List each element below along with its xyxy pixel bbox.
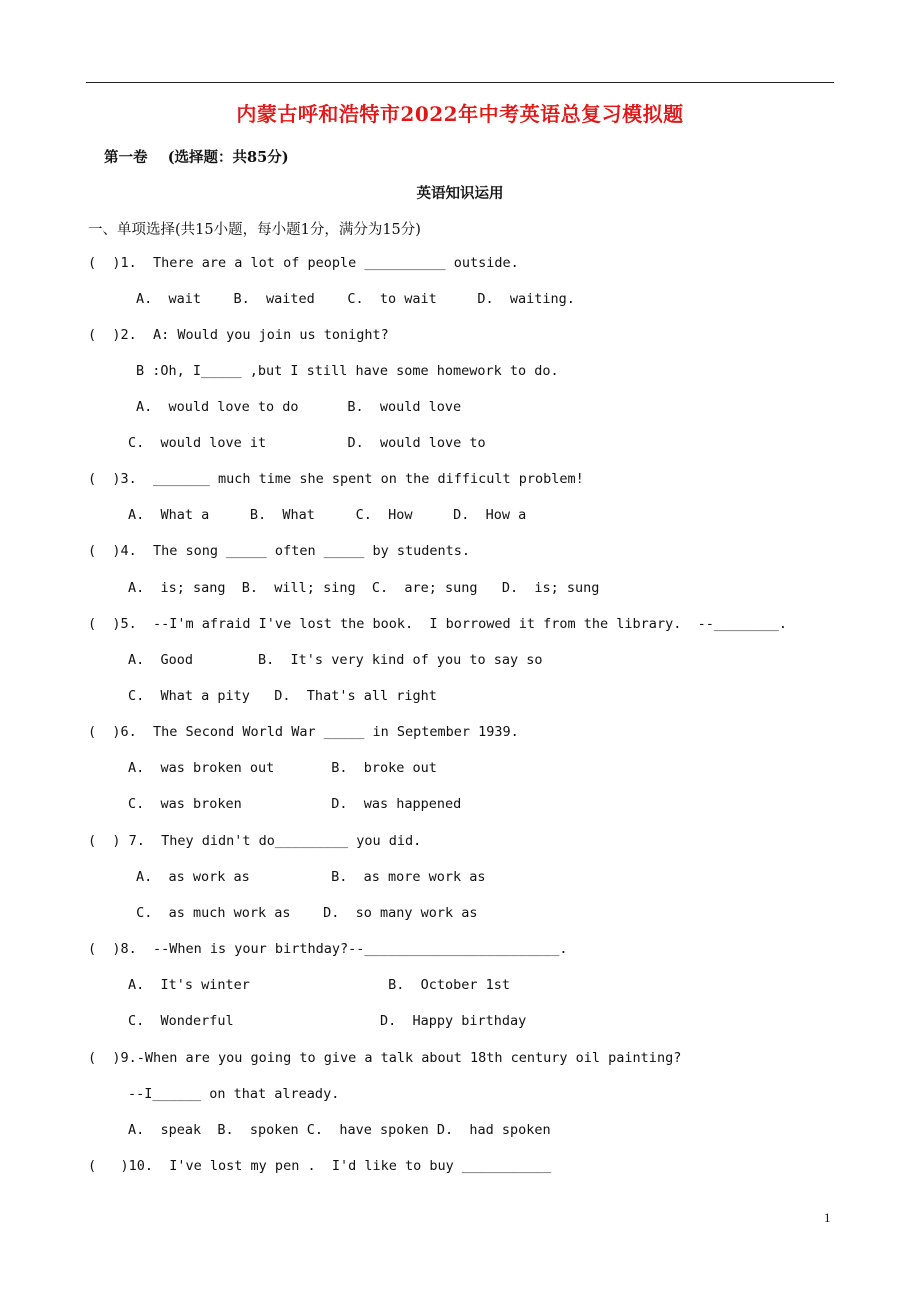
document-title: 内蒙古呼和浩特市2022年中考英语总复习模拟题 xyxy=(236,102,684,126)
question-4-stem: ( )4. The song _____ often _____ by students. xyxy=(88,543,471,559)
question-4-options: A. is; sang B. will; sing C. are; sung D. is; sung xyxy=(128,580,600,596)
question-3-stem: ( )3. _______ much time she spent on the difficult problem! xyxy=(88,471,584,487)
question-9-dialogue: --I______ on that already. xyxy=(128,1086,340,1102)
question-8-options-cd: C. Wonderful D. Happy birthday xyxy=(128,1013,527,1029)
question-1-options: A. wait B. waited C. to wait D. waiting. xyxy=(136,291,575,307)
question-10-stem: ( )10. I've lost my pen . I'd like to buy ___________ xyxy=(88,1158,552,1174)
question-5-options-cd: C. What a pity D. That's all right xyxy=(128,688,437,704)
question-2-dialogue: B :Oh, I_____ ,but I still have some homework to do. xyxy=(136,363,559,379)
question-9-options: A. speak B. spoken C. have spoken D. had spoken xyxy=(128,1122,551,1138)
instructions: 一、单项选择(共15小题，每小题1分，满分为15分) xyxy=(88,222,421,238)
question-5-stem: ( )5. --I'm afraid I've lost the book. I borrowed it from the library. --________. xyxy=(88,616,787,632)
question-5-options-ab: A. Good B. It's very kind of you to say so xyxy=(128,652,543,668)
section-heading: 第一卷 (选择题：共85分) xyxy=(104,149,289,166)
question-2-options-cd: C. would love it D. would love to xyxy=(128,435,486,451)
question-6-stem: ( )6. The Second World War _____ in September 1939. xyxy=(88,724,519,740)
question-1-stem: ( )1. There are a lot of people __________ outside. xyxy=(88,255,519,271)
question-7-options-cd: C. as much work as D. so many work as xyxy=(128,905,478,921)
page-number: 1 xyxy=(824,1210,831,1225)
question-7-stem: ( ) 7. They didn't do_________ you did. xyxy=(88,833,422,849)
part-heading: 英语知识运用 xyxy=(416,185,504,202)
top-rule xyxy=(86,82,834,83)
question-6-options-cd: C. was broken D. was happened xyxy=(128,796,462,812)
question-8-options-ab: A. It's winter B. October 1st xyxy=(128,977,511,993)
question-6-options-ab: A. was broken out B. broke out xyxy=(128,760,437,776)
question-3-options: A. What a B. What C. How D. How a xyxy=(128,507,527,523)
question-2-stem: ( )2. A: Would you join us tonight? xyxy=(88,327,389,343)
question-9-stem: ( )9.-When are you going to give a talk about 18th century oil painting? xyxy=(88,1050,682,1066)
question-7-options-ab: A. as work as B. as more work as xyxy=(136,869,486,885)
question-8-stem: ( )8. --When is your birthday?--________________________. xyxy=(88,941,568,957)
question-2-options-ab: A. would love to do B. would love xyxy=(136,399,462,415)
